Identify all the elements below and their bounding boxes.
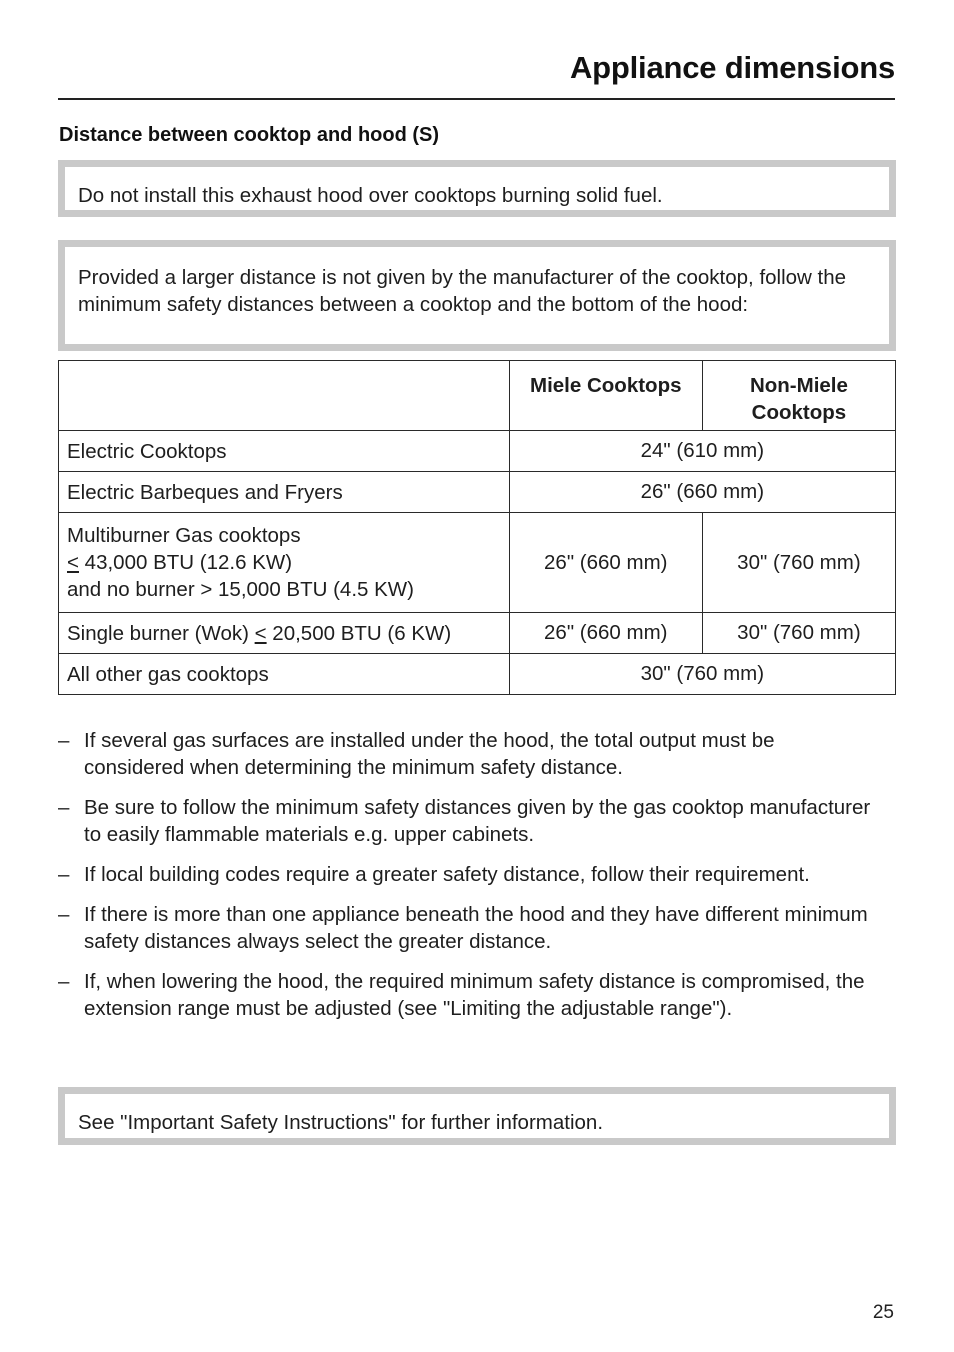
safety-distance-table [58,360,896,695]
bullet-text: Be sure to follow the minimum safety distances given by the gas cooktop manufacturer to easily flammable materials e.g. upper cabinets. [84,796,871,846]
header-miele-label: Miele Cooktops [530,374,682,397]
page-number: 25 [872,1302,894,1323]
row-electric-value: 24" (610 mm) [509,431,895,472]
multiburner-line2: 43,000 BTU (12.6 KW) [78,551,293,574]
min-distance-note-text: Provided a larger distance is not given by the manufacturer of the cooktop, follow the minimum safety distances between a cooktop and the bottom of the hood: [78,266,847,316]
table-row [59,431,896,472]
bullet-text: If several gas surfaces are installed under the hood, the total output must be considered when determining the minimum safety distance. [84,729,775,779]
less-equal-symbol: < [254,621,267,645]
row-wok-label [59,613,510,654]
row-multiburner-label [59,513,510,613]
header-miele-cooktops [509,361,702,431]
dash-bullet: – [58,863,70,886]
dash-bullet: – [58,796,70,819]
row-other-gas-label: All other gas cooktops [59,654,510,695]
less-equal-symbol: < [67,551,79,574]
row-electric-label: Electric Cooktops [59,431,510,472]
section-heading: Distance between cooktop and hood (S) [59,124,440,146]
row-barbeques-value: 26" (660 mm) [509,472,895,513]
list-item [58,727,878,781]
row-multiburner-non-miele: 30" (760 mm) [702,513,895,613]
table-row [59,513,896,613]
header-blank-cell [59,361,510,431]
solid-fuel-note-text: Do not install this exhaust hood over cooktops burning solid fuel. [78,184,663,207]
solid-fuel-note-box [58,160,896,217]
safety-bullet-list [58,727,878,1035]
dash-bullet: – [58,903,70,926]
table-row [59,613,896,654]
list-item [58,861,878,888]
table-row [59,472,896,513]
bullet-text: If, when lowering the hood, the required minimum safety distance is compromised, the extension range must be adjusted (see "Limiting the adjustable range"). [84,970,865,1020]
min-distance-note-box [58,240,896,351]
further-info-note-box [58,1087,896,1145]
dash-bullet: – [58,729,70,752]
header-non-miele-line2: Cooktops [751,401,847,424]
header-non-miele-cooktops [702,361,895,431]
header-non-miele-line1: Non-Miele [749,374,848,397]
multiburner-line3: and no burner > 15,000 BTU (4.5 KW) [67,578,414,601]
further-info-note-text: See "Important Safety Instructions" for further information. [78,1111,604,1134]
table-row [59,654,896,695]
page-title: Appliance dimensions [569,50,895,85]
wok-label-prefix: Single burner (Wok) [67,621,255,645]
dash-bullet: – [58,970,70,993]
bullet-text: If local building codes require a greater safety distance, follow their requirement. [84,863,810,886]
row-wok-non-miele: 30" (760 mm) [702,613,895,654]
row-other-gas-value: 30" (760 mm) [509,654,895,695]
bullet-text: If there is more than one appliance beneath the hood and they have different minimum safety distances always select the greater distance. [84,903,868,953]
wok-label-suffix: 20,500 BTU (6 KW) [266,621,452,645]
list-item [58,968,878,1022]
row-multiburner-miele: 26" (660 mm) [509,513,702,613]
row-wok-miele: 26" (660 mm) [509,613,702,654]
table-header-row [59,361,896,431]
multiburner-line1: Multiburner Gas cooktops [67,524,301,547]
list-item [58,794,878,848]
list-item [58,901,878,955]
row-barbeques-label: Electric Barbeques and Fryers [59,472,510,513]
title-divider [58,98,895,100]
